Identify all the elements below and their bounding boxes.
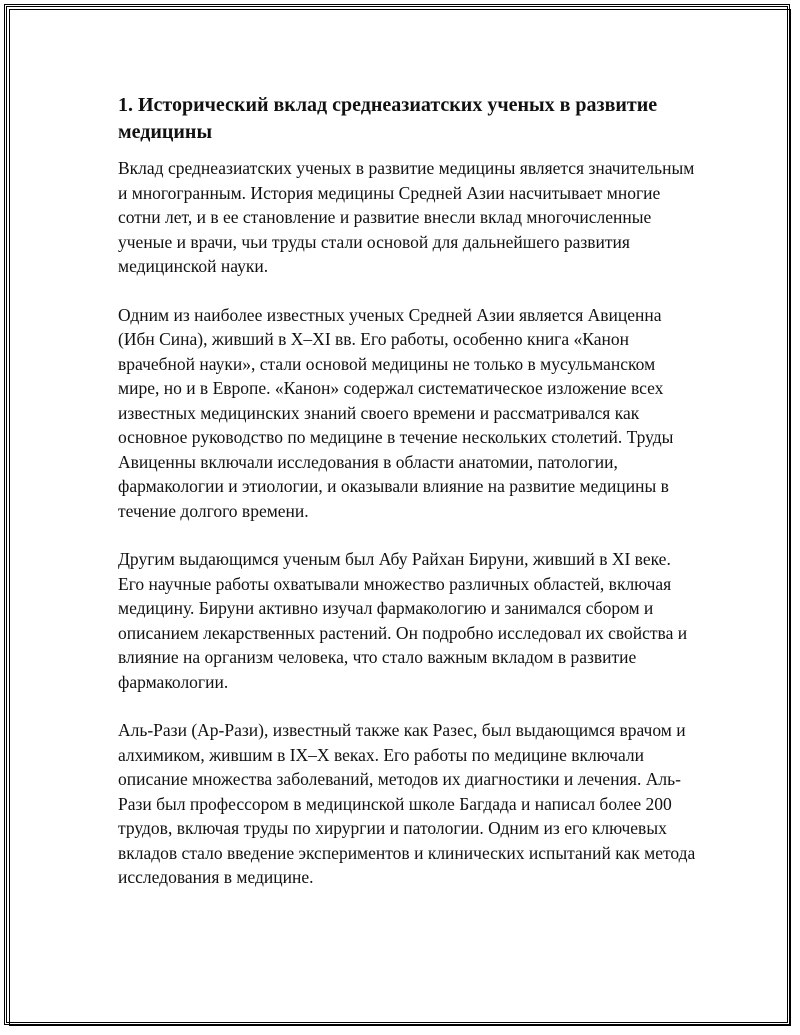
- paragraph-avicenna: Одним из наиболее известных ученых Средней Азии является Авиценна (Ибн Сина), живший в X–XI вв. Его работы, особенно книга «Канон врачебной науки», стали основой медицины не только в мусульманском мире, но и в Европе. «Канон» содержал систематическое изложение всех известных медицинских знаний своего времени и рассматривался как основное руководство по медицине в течение нескольких столетий. Труды Авиценны включали исследования в области анатомии, патологии, фармакологии и этиологии, и оказывали влияние на развитие медицины в течение долгого времени.: [118, 304, 674, 521]
- paragraph-al-razi: Аль-Рази (Ар-Рази), известный также как Разес, был выдающимся врачом и алхимиком, жившим в IX–X веках. Его работы по медицине включали описание множества заболеваний, методов их диагностики и лечения. Аль-Рази был профессором в медицинской школе Багдада и написал более 200 трудов, включая труды по хирургии и патологии. Одним из его ключевых вкладов стало введение экспериментов и клинических испытаний как метода исследования в медицине.: [118, 720, 696, 887]
- paragraph-biruni: Другим выдающимся ученым был Абу Райхан Бируни, живший в XI веке. Его научные работы охватывали множество различных областей, включая медицину. Бируни активно изучал фармакологию и занимался сбором и описанием лекарственных растений. Он подробно исследовал их свойства и влияние на организм человека, что стало важным вкладом в развитие фармакологии.: [118, 549, 688, 692]
- document-body: [118, 92, 698, 914]
- section-heading: 1. Исторический вклад среднеазиатских ученых в развитие медицины: [118, 94, 658, 143]
- paragraph-intro: Вклад среднеазиатских ученых в развитие медицины является значительным и многогранным. История медицины Средней Азии насчитывает многие сотни лет, и в ее становление и развитие внесли вклад многочисленные ученые и врачи, чьи труды стали основой для дальнейшего развития медицинской науки.: [118, 158, 695, 276]
